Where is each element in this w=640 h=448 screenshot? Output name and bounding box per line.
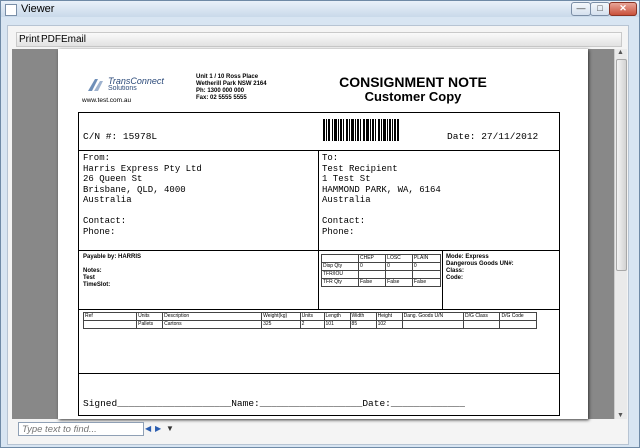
window-title: Viewer <box>21 3 55 15</box>
title-bar[interactable] <box>1 1 639 17</box>
items-cell: Cartons <box>163 321 262 329</box>
items-section <box>78 310 560 374</box>
maximize-icon: □ <box>597 3 603 13</box>
address-line: Ph: 1300 000 000 <box>196 88 245 94</box>
payable-by: Payable by: HARRIS <box>83 254 142 260</box>
pallet-row <box>322 279 441 287</box>
menu-bar <box>16 32 622 47</box>
mode-line: Code: <box>446 275 463 281</box>
document-viewport[interactable] <box>12 49 614 419</box>
from-line: Contact: <box>83 216 127 226</box>
to-line: To: <box>322 153 339 163</box>
close-icon: ✕ <box>619 3 627 13</box>
notes-line: Notes: <box>83 268 102 274</box>
items-cell: 325 <box>262 321 301 329</box>
to-block <box>322 153 441 237</box>
from-line: Harris Express Pty Ltd <box>83 163 202 174</box>
document-title: CONSIGNMENT NOTE <box>339 74 487 90</box>
minimize-button[interactable] <box>571 2 591 16</box>
scroll-down-icon[interactable]: ▼ <box>617 412 624 419</box>
items-cell: 102 <box>376 321 402 329</box>
address-line: Unit 1 / 10 Ross Place <box>196 74 259 80</box>
logo-icon <box>86 77 106 93</box>
items-header-cell: Dang. Goods U/N <box>402 313 463 321</box>
divider <box>442 251 443 309</box>
address-line: Fax: 02 5555 5555 <box>196 95 247 101</box>
find-bar <box>18 422 178 436</box>
logo-subtitle: Solutions <box>108 85 137 92</box>
mode-line: Dangerous Goods UN#: <box>446 261 514 267</box>
mode-block <box>446 254 514 282</box>
pallet-cell: False <box>386 279 413 287</box>
cn-row <box>78 112 560 151</box>
pallet-cell: False <box>358 279 385 287</box>
to-line: Phone: <box>322 226 355 237</box>
signature-section <box>78 374 560 416</box>
to-line: Australia <box>322 195 371 205</box>
items-cell <box>500 321 537 329</box>
document-page <box>58 49 588 419</box>
scroll-thumb[interactable] <box>616 59 627 271</box>
details-section <box>78 251 560 310</box>
items-header-cell: Ref <box>84 313 137 321</box>
from-to-section <box>78 150 560 251</box>
items-header-cell: Description <box>163 313 262 321</box>
pallet-cell <box>412 271 440 279</box>
pallet-cell: TFR Qty <box>322 279 359 287</box>
pallet-cell: 0 <box>358 263 385 271</box>
items-cell: 85 <box>350 321 376 329</box>
pallet-cell: 0 <box>386 263 413 271</box>
to-line: Contact: <box>322 216 366 226</box>
menu-print[interactable]: Print <box>19 34 40 45</box>
find-next-icon[interactable]: ▶ <box>155 424 162 433</box>
close-button[interactable] <box>609 2 637 16</box>
find-input[interactable] <box>18 422 144 436</box>
pallet-row <box>322 271 441 279</box>
document-subtitle: Customer Copy <box>364 89 462 104</box>
viewer-client <box>7 25 629 445</box>
items-cell: 2 <box>300 321 324 329</box>
pallet-cell <box>386 271 413 279</box>
mode-line: Class: <box>446 268 465 274</box>
from-line: From: <box>83 153 111 163</box>
pallet-cell: False <box>412 279 440 287</box>
items-table <box>83 312 537 329</box>
pallet-header-cell: PLAIN <box>412 255 440 263</box>
items-header-cell: D/G Code <box>500 313 537 321</box>
pallet-cell: Disp Qty <box>322 263 359 271</box>
from-block <box>83 153 202 237</box>
pallet-header-cell: CHEP <box>358 255 385 263</box>
items-header-cell: Units <box>300 313 324 321</box>
from-line: Australia <box>83 195 132 205</box>
items-cell <box>402 321 463 329</box>
pallet-header-cell <box>322 255 359 263</box>
divider <box>318 251 319 309</box>
cn-number: C/N #: 15978L <box>83 131 158 142</box>
find-options-icon[interactable]: ▼ <box>166 424 174 433</box>
maximize-button[interactable] <box>590 2 610 16</box>
pallet-header-row <box>322 255 441 263</box>
items-cell: 101 <box>324 321 350 329</box>
from-line: Phone: <box>83 226 116 237</box>
items-cell <box>464 321 500 329</box>
items-header-cell: Units <box>137 313 163 321</box>
items-row <box>84 321 537 329</box>
address-line: Wetherill Park NSW 2164 <box>196 81 267 87</box>
minimize-icon: — <box>576 3 586 13</box>
logo-name: TransConnect <box>108 76 164 86</box>
from-line: Brisbane, QLD, 4000 <box>83 184 186 195</box>
app-icon <box>5 4 17 16</box>
items-header-cell: Weight(kg) <box>262 313 301 321</box>
items-cell <box>84 321 137 329</box>
notes-line: Test <box>83 275 95 281</box>
notes-block <box>83 268 110 289</box>
divider <box>318 150 319 250</box>
items-cell: Pallets <box>137 321 163 329</box>
items-header-cell: Height <box>376 313 402 321</box>
pallet-table <box>321 254 441 287</box>
to-line: Test Recipient <box>322 163 398 174</box>
scroll-up-icon[interactable]: ▲ <box>617 49 624 56</box>
signature-line: Signed____________________Name:__________________Date:_____________ <box>83 398 465 409</box>
items-header-cell: Width <box>350 313 376 321</box>
pallet-cell: TFR/IOU <box>322 271 359 279</box>
items-header-row <box>84 313 537 321</box>
to-spacer <box>322 206 441 217</box>
from-line: 26 Queen St <box>83 174 143 184</box>
to-line: 1 Test St <box>322 174 371 184</box>
items-header-cell: Length <box>324 313 350 321</box>
items-header-cell: D/G Class <box>464 313 500 321</box>
consignment-date: Date: 27/11/2012 <box>447 131 539 142</box>
mode-line: Mode: Express <box>446 254 489 260</box>
company-url: www.test.com.au <box>82 97 132 104</box>
menu-email[interactable]: Email <box>61 34 87 45</box>
vertical-scrollbar[interactable] <box>614 49 627 419</box>
pallet-header-cell: LOSC <box>386 255 413 263</box>
menu-pdf[interactable]: PDF <box>41 34 61 45</box>
pallet-cell <box>358 271 385 279</box>
find-previous-icon[interactable]: ◀ <box>145 424 152 433</box>
pallet-row <box>322 263 441 271</box>
from-spacer <box>83 206 202 217</box>
pallet-cell: 0 <box>412 263 440 271</box>
notes-line: TimeSlot: <box>83 282 111 288</box>
to-line: HAMMOND PARK, WA, 6164 <box>322 184 441 195</box>
barcode <box>323 119 399 141</box>
